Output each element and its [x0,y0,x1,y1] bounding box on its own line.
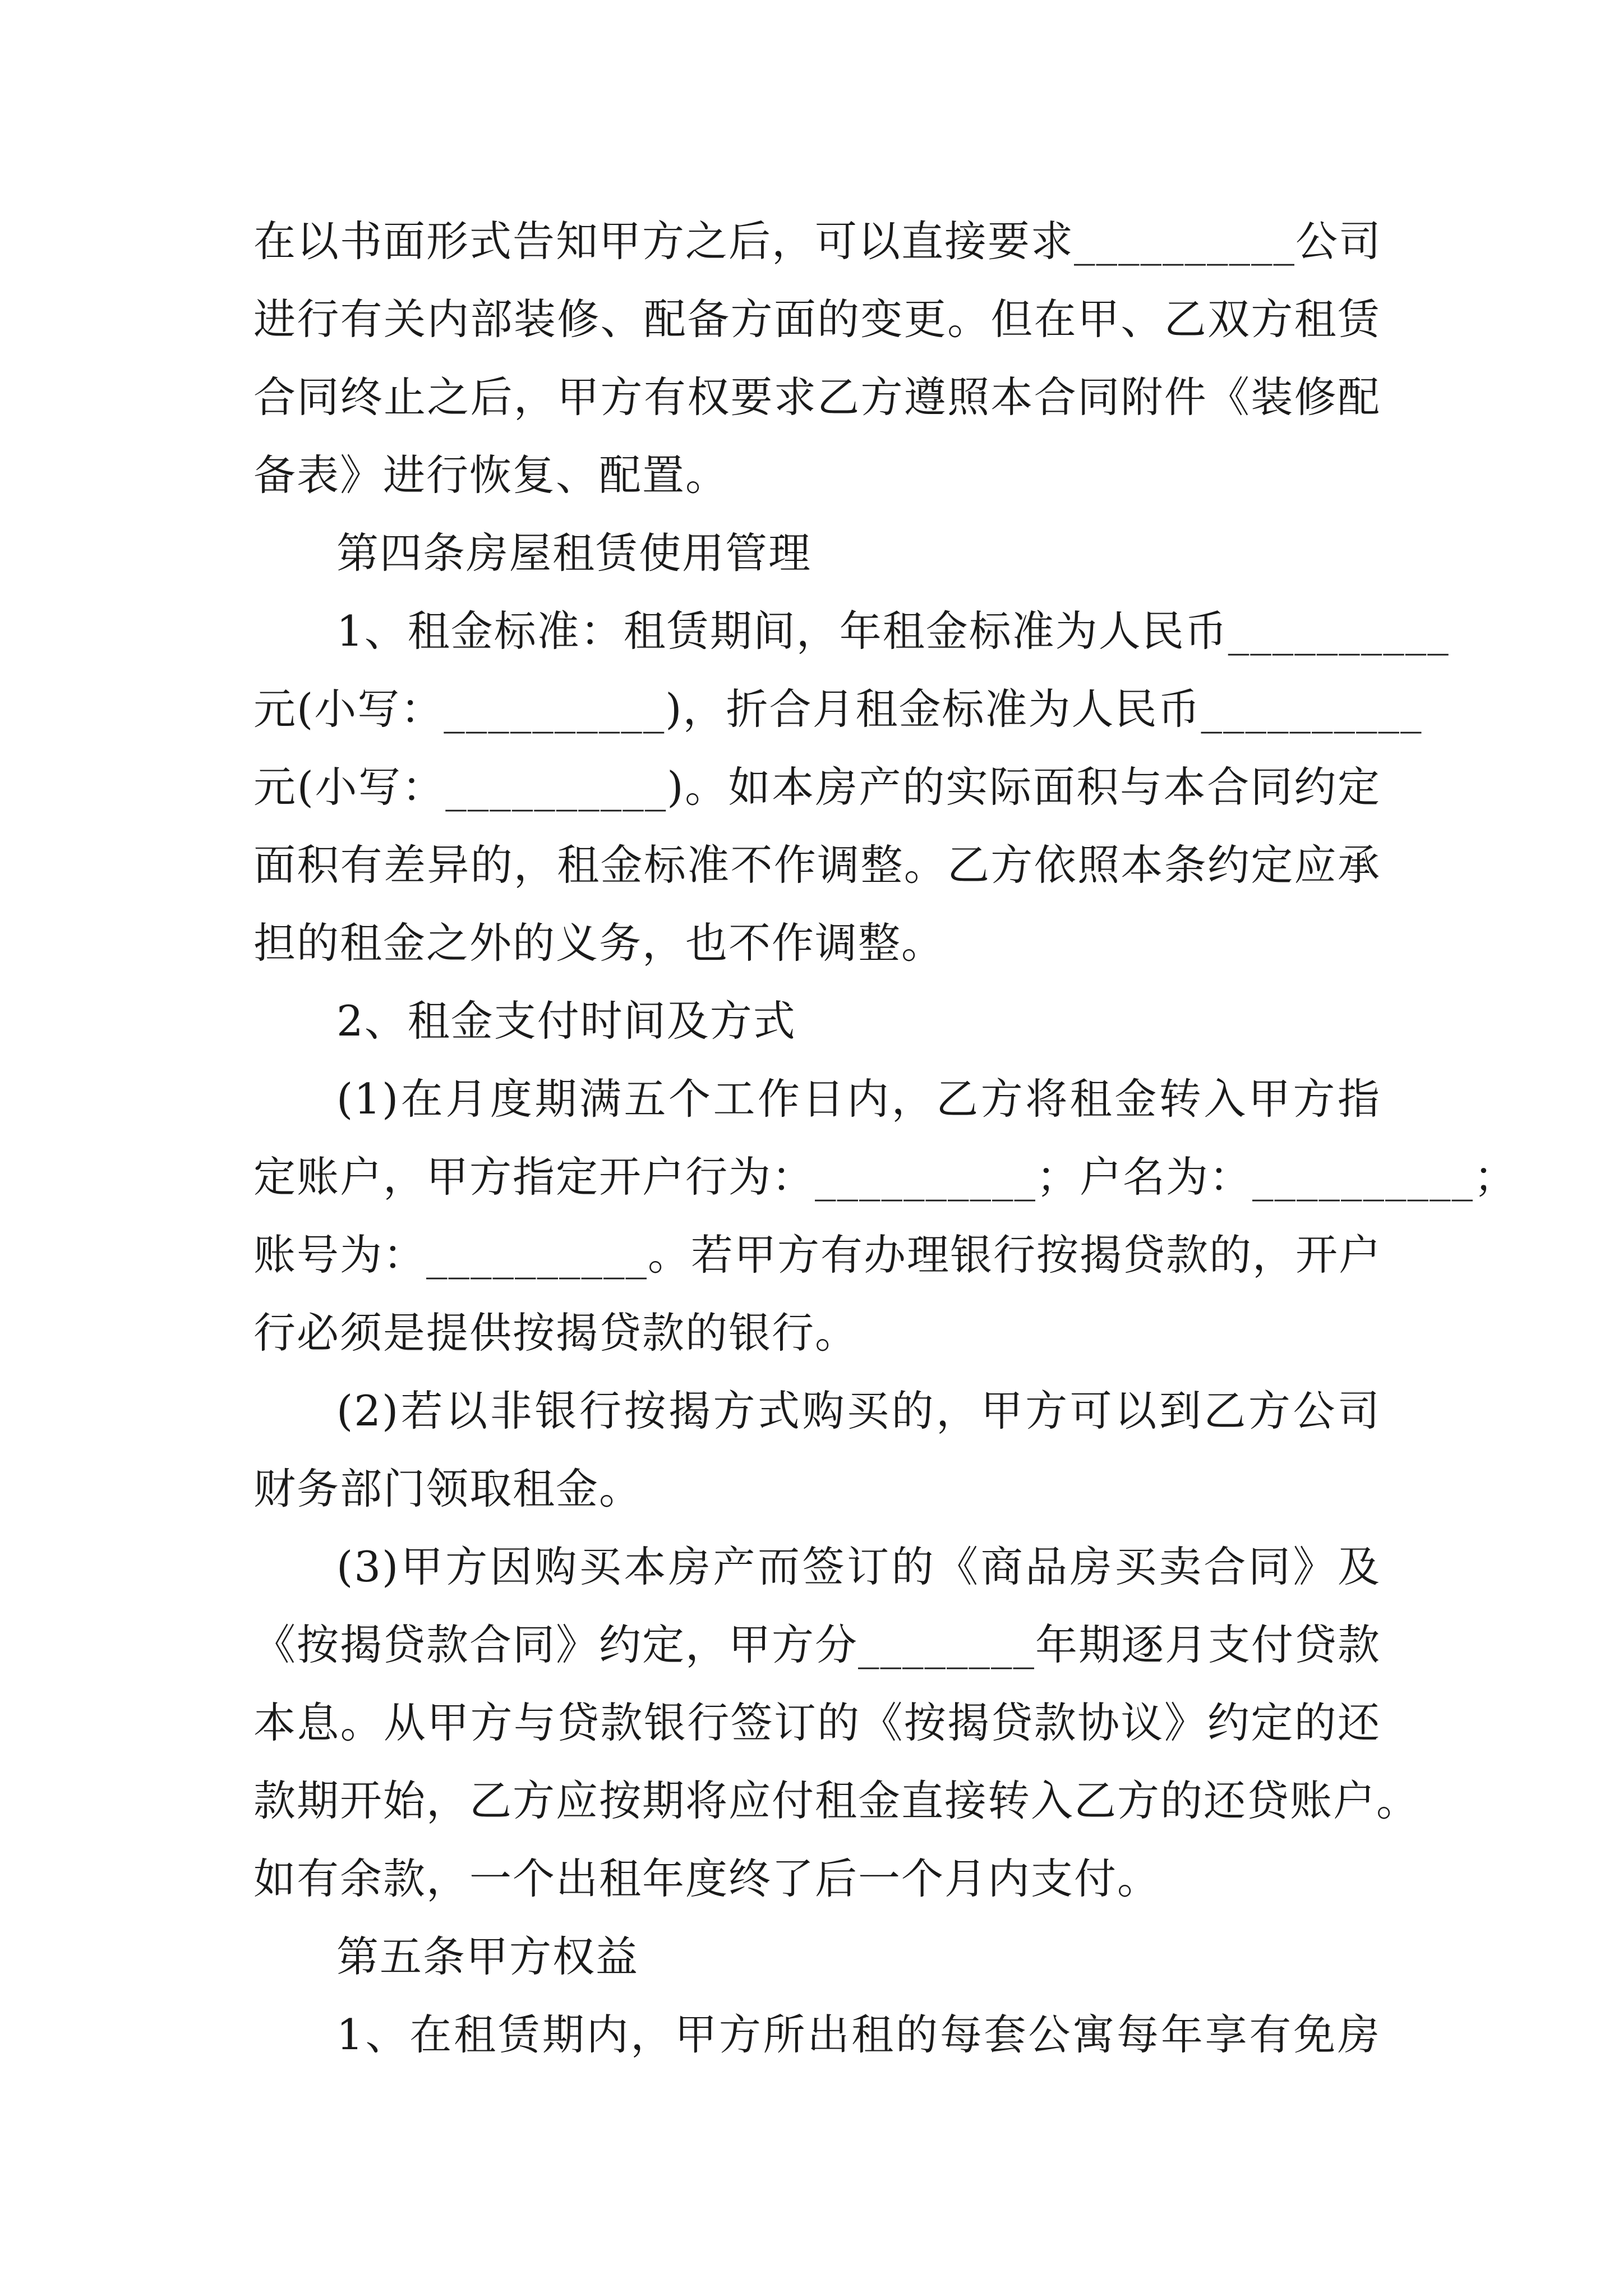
text-line: 进行有关内部装修、配备方面的变更。但在甲、乙双方租赁 [253,295,1381,344]
section-heading: 2、租金支付时间及方式 [336,996,796,1046]
text-line: 本息。从甲方与贷款银行签订的《按揭贷款协议》约定的还 [253,1698,1381,1747]
text-line: 如有余款，一个出租年度终了后一个月内支付。 [253,1854,1161,1903]
text-line: 合同终止之后，甲方有权要求乙方遵照本合同附件《装修配 [253,372,1381,422]
text-line: 款期开始，乙方应按期将应付租金直接转入乙方的还贷账户。 [253,1776,1420,1825]
text-line: 面积有差异的，租金标准不作调整。乙方依照本条约定应承 [253,840,1381,890]
text-line: (2)若以非银行按揭方式购买的，甲方可以到乙方公司 [336,1386,1381,1435]
text-line: 元(小写：__________)，折合月租金标准为人民币__________ [253,684,1423,734]
text-line: 元(小写：__________)。如本房产的实际面积与本合同约定 [253,762,1381,812]
text-line: 财务部门领取租金。 [253,1464,643,1513]
text-line: 担的租金之外的义务，也不作调整。 [253,918,945,968]
text-line: 1、租金标准：租赁期间，年租金标准为人民币__________ [336,606,1450,656]
article-heading: 第四条房屋租赁使用管理 [336,528,812,578]
article-heading: 第五条甲方权益 [336,1932,639,1981]
text-line: (3)甲方因购买本房产而签订的《商品房买卖合同》及 [336,1542,1381,1591]
text-line: 《按揭贷款合同》约定，甲方分________年期逐月支付贷款 [253,1620,1381,1669]
text-line: 行必须是提供按揭贷款的银行。 [253,1308,859,1358]
text-line: 1、在租赁期内，甲方所出租的每套公寓每年享有免房 [336,2010,1381,2059]
text-line: 账号为：__________。若甲方有办理银行按揭贷款的，开户 [253,1230,1382,1280]
text-line: 在以书面形式告知甲方之后，可以直接要求__________公司 [253,217,1382,266]
text-line: 定账户，甲方指定开户行为：__________；户名为：__________； [253,1152,1518,1202]
text-line: 备表》进行恢复、配置。 [253,450,729,500]
text-line: (1)在月度期满五个工作日内，乙方将租金转入甲方指 [336,1074,1381,1124]
